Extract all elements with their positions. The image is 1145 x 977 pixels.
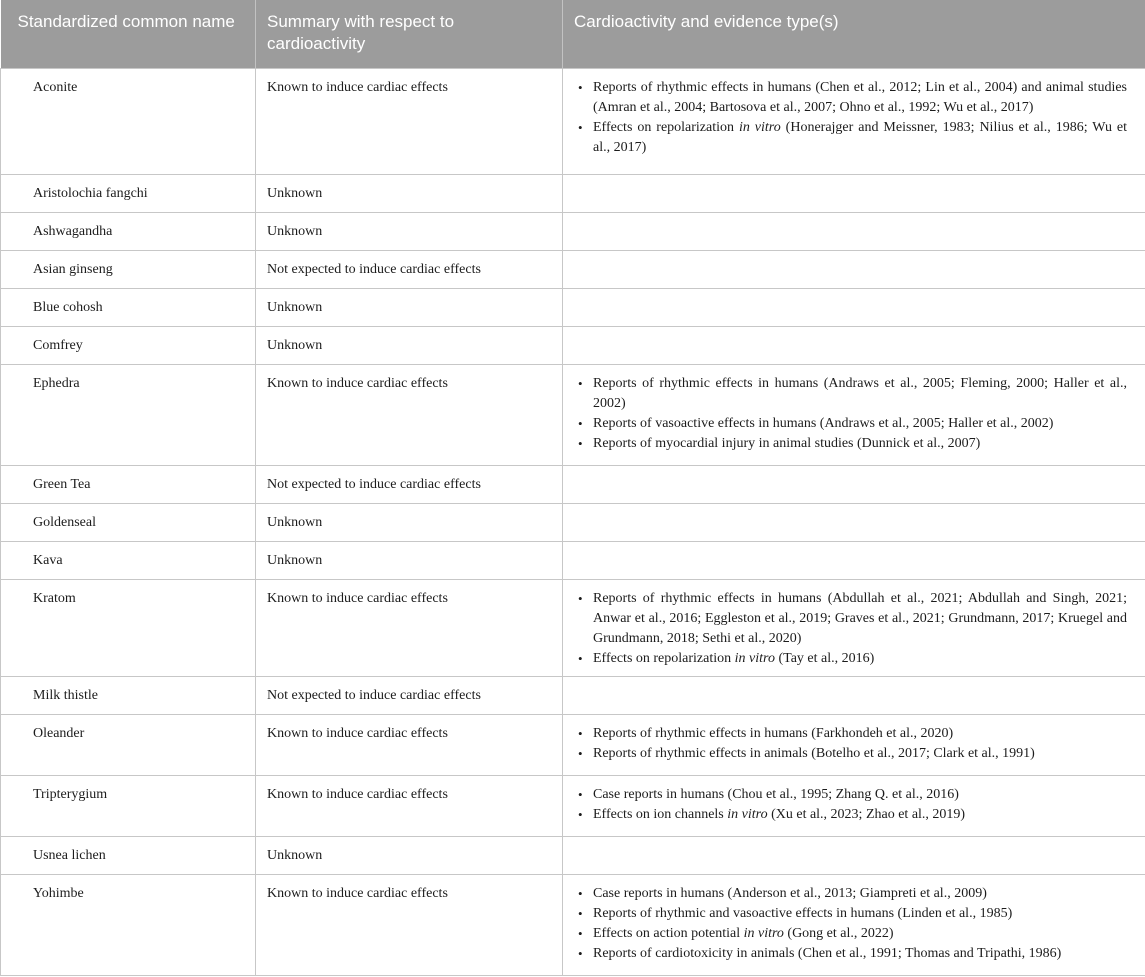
common-name-cell: Oleander — [1, 714, 256, 775]
cardioactivity-summary-cell: Not expected to induce cardiac effects — [256, 465, 563, 503]
common-name-cell: Green Tea — [1, 465, 256, 503]
common-name-cell: Kava — [1, 541, 256, 579]
table-row — [1, 364, 1145, 465]
cardioactivity-summary-cell: Known to induce cardiac effects — [256, 364, 563, 465]
evidence-cell — [563, 541, 1145, 579]
table-row — [1, 579, 1145, 676]
table-row — [1, 503, 1145, 541]
bullet-icon: • — [578, 79, 583, 95]
column-header-summary-cardioactivity: Summary with respect to cardioactivity — [256, 0, 563, 68]
evidence-cell — [563, 174, 1145, 212]
table-header — [1, 0, 1145, 68]
evidence-cell — [563, 714, 1145, 775]
evidence-cell — [563, 503, 1145, 541]
common-name-cell: Ashwagandha — [1, 212, 256, 250]
table-row — [1, 288, 1145, 326]
common-name-cell: Ephedra — [1, 364, 256, 465]
bullet-icon: • — [578, 945, 583, 961]
bullet-icon: • — [578, 885, 583, 901]
cardioactivity-summary-cell: Unknown — [256, 174, 563, 212]
cardioactivity-summary-cell: Not expected to induce cardiac effects — [256, 676, 563, 714]
common-name-cell: Aconite — [1, 68, 256, 174]
table-row — [1, 714, 1145, 775]
evidence-list — [576, 374, 1127, 454]
bullet-icon: • — [578, 435, 583, 451]
table-row — [1, 676, 1145, 714]
bullet-icon: • — [578, 590, 583, 606]
cardioactivity-summary-cell: Known to induce cardiac effects — [256, 775, 563, 836]
table-row — [1, 874, 1145, 975]
evidence-item: • Case reports in humans (Anderson et al., 2013; Giampreti et al., 2009) — [576, 884, 1127, 904]
bullet-icon: • — [578, 375, 583, 391]
evidence-cell — [563, 676, 1145, 714]
evidence-cell — [563, 364, 1145, 465]
cardioactivity-summary-cell: Known to induce cardiac effects — [256, 714, 563, 775]
evidence-item: • Case reports in humans (Chou et al., 1995; Zhang Q. et al., 2016) — [576, 785, 1127, 805]
table-row — [1, 465, 1145, 503]
common-name-cell: Kratom — [1, 579, 256, 676]
cardioactivity-summary-cell: Not expected to induce cardiac effects — [256, 250, 563, 288]
common-name-cell: Aristolochia fangchi — [1, 174, 256, 212]
evidence-cell — [563, 775, 1145, 836]
table-body — [1, 68, 1145, 975]
evidence-item: • Reports of rhythmic effects in humans (Farkhondeh et al., 2020) — [576, 724, 1127, 744]
common-name-cell: Goldenseal — [1, 503, 256, 541]
table-row — [1, 775, 1145, 836]
table-row — [1, 326, 1145, 364]
cardioactivity-summary-cell: Known to induce cardiac effects — [256, 874, 563, 975]
evidence-item: • Reports of rhythmic effects in animals (Botelho et al., 2017; Clark et al., 1991) — [576, 744, 1127, 764]
common-name-cell: Asian ginseng — [1, 250, 256, 288]
column-header-evidence-types: Cardioactivity and evidence type(s) — [563, 0, 1145, 68]
evidence-item: • Reports of rhythmic effects in humans (Abdullah et al., 2021; Abdullah and Singh, 2021; Anwar et al., 2016; Eggleston et al., 2019; Graves et al., 2021; Grundmann, 2017; Kruegel and Grundmann, 2018; Sethi et al., 2020) — [578, 590, 1127, 646]
evidence-cell — [563, 212, 1145, 250]
evidence-list — [576, 78, 1127, 158]
common-name-cell: Tripterygium — [1, 775, 256, 836]
evidence-list — [576, 785, 1127, 825]
cardioactivity-summary-cell: Unknown — [256, 503, 563, 541]
evidence-item: • Effects on repolarization in vitro (Honerajger and Meissner, 1983; Nilius et al., 1986; Wu et al., 2017) — [578, 119, 1127, 155]
evidence-list — [576, 724, 1127, 764]
cardioactivity-summary-cell: Unknown — [256, 836, 563, 874]
table-row — [1, 836, 1145, 874]
evidence-list — [576, 589, 1127, 669]
evidence-item: • Reports of myocardial injury in animal studies (Dunnick et al., 2007) — [576, 434, 1127, 454]
evidence-item: • Reports of cardiotoxicity in animals (Chen et al., 1991; Thomas and Tripathi, 1986) — [576, 944, 1127, 964]
cardioactivity-summary-cell: Known to induce cardiac effects — [256, 68, 563, 174]
common-name-cell: Usnea lichen — [1, 836, 256, 874]
table-row — [1, 250, 1145, 288]
cardioactivity-summary-cell: Unknown — [256, 326, 563, 364]
common-name-cell: Yohimbe — [1, 874, 256, 975]
cardioactivity-summary-cell: Known to induce cardiac effects — [256, 579, 563, 676]
table-row — [1, 68, 1145, 174]
common-name-cell: Comfrey — [1, 326, 256, 364]
table-row — [1, 541, 1145, 579]
bullet-icon: • — [578, 725, 583, 741]
bullet-icon: • — [578, 786, 583, 802]
evidence-cell — [563, 250, 1145, 288]
evidence-cell — [563, 68, 1145, 174]
cardioactivity-summary-cell: Unknown — [256, 541, 563, 579]
evidence-cell — [563, 579, 1145, 676]
table-row — [1, 212, 1145, 250]
evidence-item: • Reports of rhythmic effects in humans (Chen et al., 2012; Lin et al., 2004) and animal studies (Amran et al., 2004; Bartosova et al., 2007; Ohno et al., 1992; Wu et al., 2017) — [578, 79, 1127, 115]
cardioactivity-summary-cell: Unknown — [256, 288, 563, 326]
evidence-item: • Effects on action potential in vitro (Gong et al., 2022) — [576, 924, 1127, 944]
evidence-cell — [563, 326, 1145, 364]
evidence-cell — [563, 874, 1145, 975]
bullet-icon: • — [578, 119, 583, 135]
common-name-cell: Blue cohosh — [1, 288, 256, 326]
bullet-icon: • — [578, 650, 583, 666]
evidence-item: • Reports of rhythmic effects in humans (Andraws et al., 2005; Fleming, 2000; Haller et al., 2002) — [578, 375, 1127, 411]
cardioactivity-summary-cell: Unknown — [256, 212, 563, 250]
bullet-icon: • — [578, 415, 583, 431]
common-name-cell: Milk thistle — [1, 676, 256, 714]
evidence-item: • Effects on ion channels in vitro (Xu et al., 2023; Zhao et al., 2019) — [576, 805, 1127, 825]
bullet-icon: • — [578, 745, 583, 761]
evidence-cell — [563, 465, 1145, 503]
bullet-icon: • — [578, 806, 583, 822]
evidence-cell — [563, 288, 1145, 326]
table-row — [1, 174, 1145, 212]
bullet-icon: • — [578, 905, 583, 921]
evidence-cell — [563, 836, 1145, 874]
bullet-icon: • — [578, 925, 583, 941]
evidence-item: • Effects on repolarization in vitro (Tay et al., 2016) — [576, 649, 1127, 669]
column-header-standardized-common-name: Standardized common name — [1, 0, 256, 68]
evidence-item: • Reports of vasoactive effects in humans (Andraws et al., 2005; Haller et al., 2002) — [576, 414, 1127, 434]
evidence-item: • Reports of rhythmic and vasoactive effects in humans (Linden et al., 1985) — [576, 904, 1127, 924]
evidence-list — [576, 884, 1127, 964]
